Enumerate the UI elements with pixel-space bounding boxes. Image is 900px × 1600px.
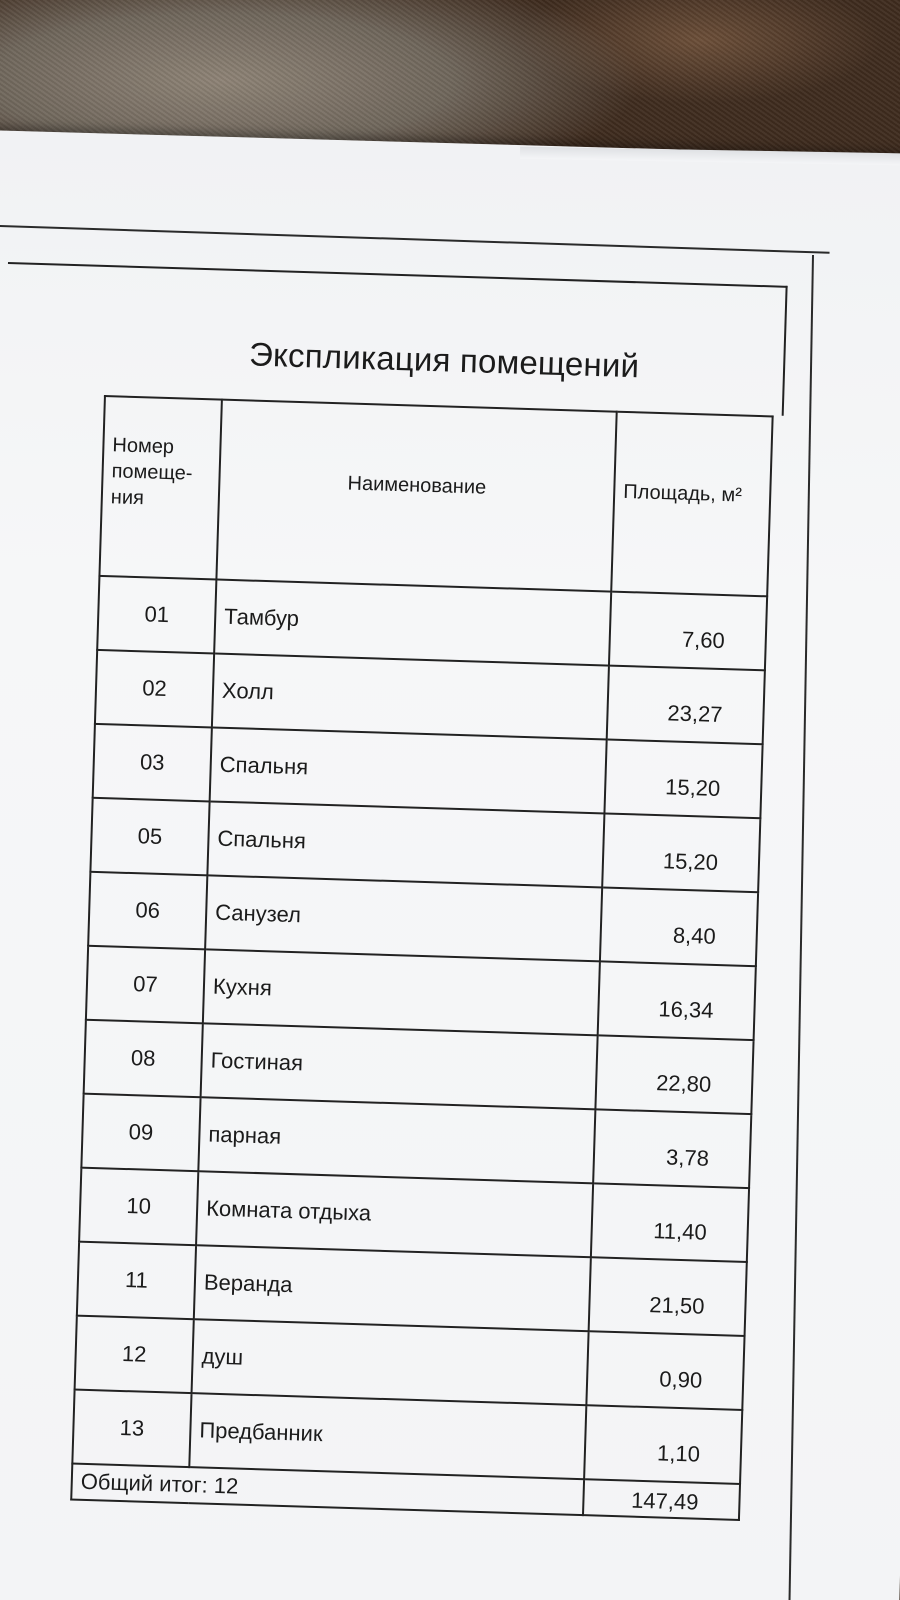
room-area-cell: 22,80 — [595, 1035, 753, 1114]
header-number-line3: ния — [110, 486, 145, 510]
room-area-cell: 8,40 — [600, 887, 758, 966]
title-box — [4, 262, 788, 416]
header-room-area: Площадь, м² — [611, 412, 772, 597]
room-name-cell: Комната отдыха — [196, 1171, 593, 1257]
header-number-line1: Номер — [112, 434, 175, 459]
header-room-name: Наименование — [216, 400, 616, 592]
room-number-cell: 07 — [86, 946, 205, 1024]
header-room-number — [99, 396, 221, 579]
room-number-cell: 11 — [77, 1242, 196, 1320]
header-number-line2: помеще- — [111, 460, 193, 485]
room-name-cell: душ — [192, 1319, 589, 1405]
room-name-cell: Тамбур — [214, 580, 611, 666]
total-label: Общий итог: 12 — [71, 1464, 584, 1516]
room-area-cell: 0,90 — [586, 1331, 744, 1410]
room-name-cell: Веранда — [194, 1245, 591, 1331]
explication-sheet — [0, 262, 788, 1521]
room-area-cell: 21,50 — [589, 1257, 747, 1336]
table-body — [72, 576, 767, 1484]
room-number-cell: 10 — [79, 1168, 198, 1246]
room-name-cell: Спальня — [207, 801, 604, 887]
room-number-cell: 12 — [75, 1316, 194, 1394]
room-name-cell: парная — [198, 1097, 595, 1183]
document-title: Экспликация помещений — [248, 335, 640, 385]
rooms-table — [70, 395, 773, 1521]
room-number-cell: 09 — [81, 1094, 200, 1172]
room-area-cell: 23,27 — [607, 666, 765, 745]
room-area-cell: 1,10 — [584, 1405, 742, 1484]
room-name-cell: Гостиная — [201, 1023, 598, 1109]
room-name-cell: Предбанник — [189, 1393, 586, 1479]
room-number-cell: 06 — [88, 872, 207, 950]
room-name-cell: Кухня — [203, 949, 600, 1035]
room-area-cell: 11,40 — [591, 1183, 749, 1262]
room-number-cell: 08 — [84, 1020, 203, 1098]
room-area-cell: 7,60 — [609, 592, 767, 671]
room-name-cell: Холл — [212, 653, 609, 739]
total-area: 147,49 — [583, 1479, 740, 1520]
room-number-cell: 02 — [95, 650, 214, 728]
room-name-cell: Спальня — [210, 727, 607, 813]
room-area-cell: 16,34 — [598, 961, 756, 1040]
room-area-cell: 15,20 — [602, 813, 760, 892]
room-number-cell: 03 — [93, 724, 212, 802]
room-area-cell: 3,78 — [593, 1109, 751, 1188]
room-number-cell: 05 — [90, 798, 209, 876]
room-name-cell: Санузел — [205, 875, 602, 961]
table-header-row — [99, 396, 772, 596]
room-number-cell: 13 — [72, 1390, 191, 1468]
room-area-cell: 15,20 — [604, 740, 762, 819]
room-number-cell: 01 — [97, 576, 216, 654]
